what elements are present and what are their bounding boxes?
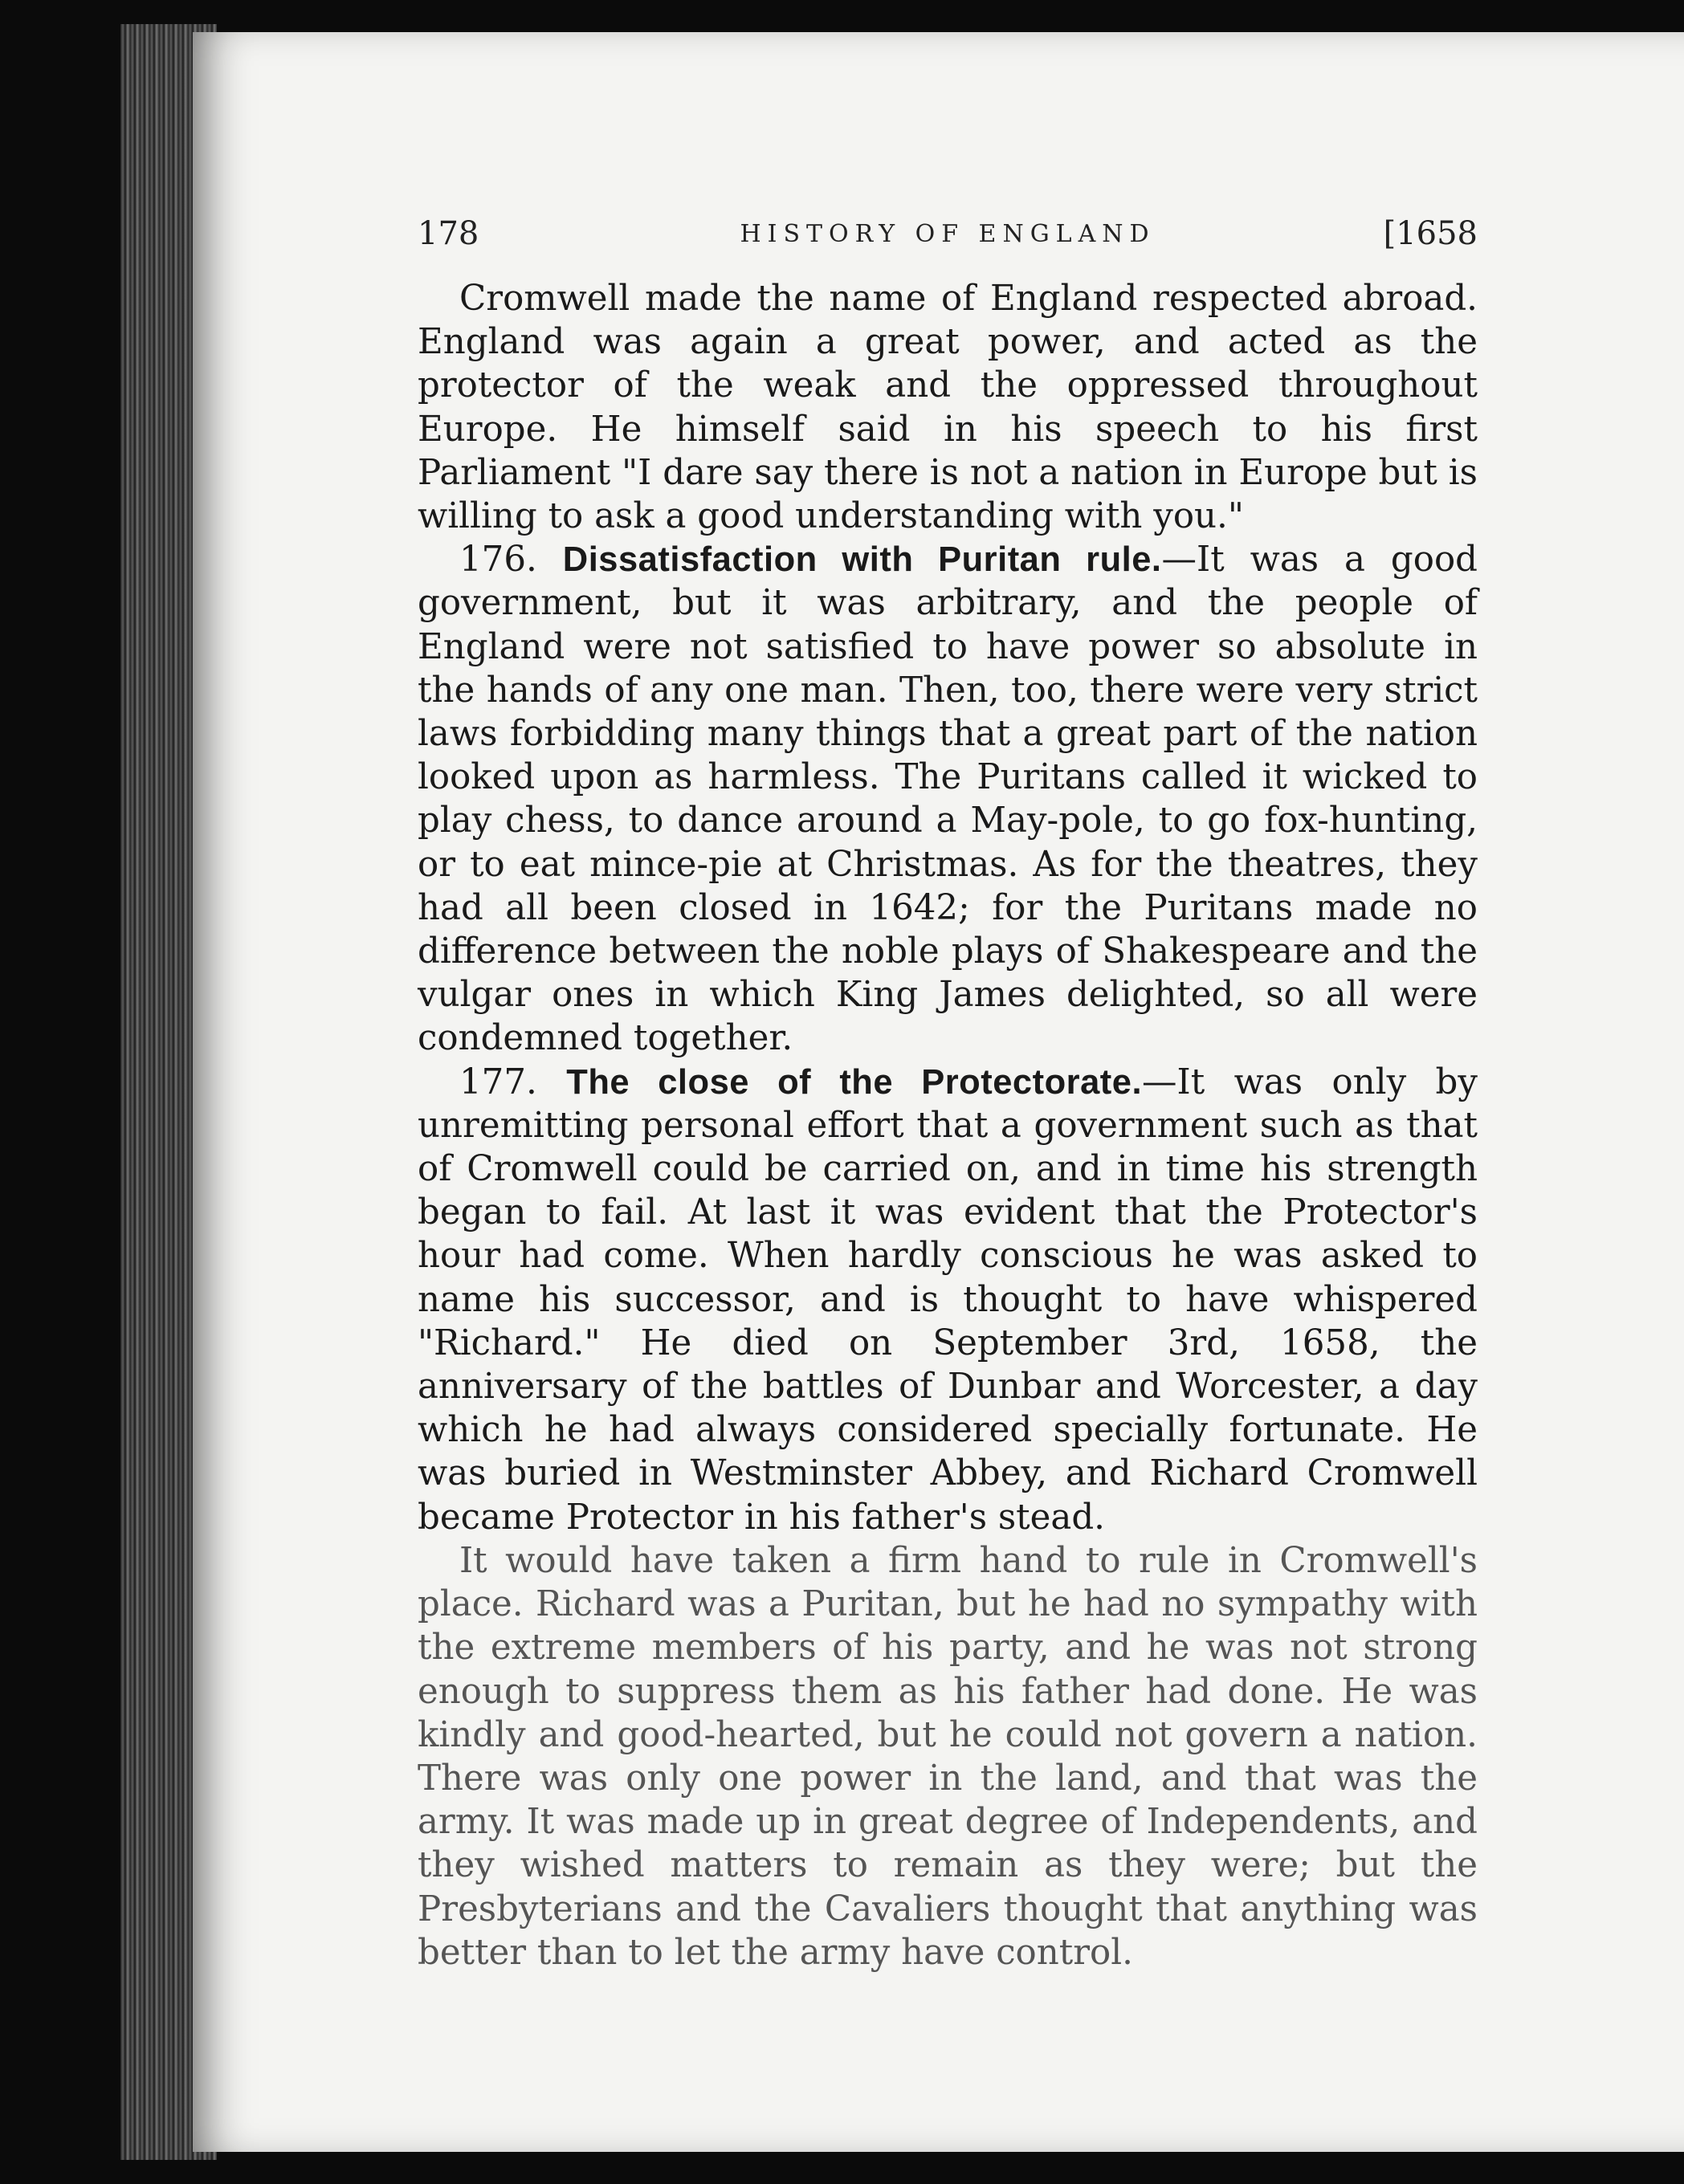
section-number-176: 176. xyxy=(459,540,537,581)
section-number-177: 177. xyxy=(459,1061,537,1102)
page-header xyxy=(418,215,1478,263)
running-title: HISTORY OF ENGLAND xyxy=(740,220,1156,248)
paragraph-richard: It would have taken a firm hand to rule in Cromwell's place. Richard was a Puritan, but he had no sympathy with the extreme members of his party, and he was not strong enough to suppress them as his father had done. He was kindly and good-hearted, but he could not govern a nation. There was only one power in the land, and that was the army. It was made up in great degree of Independents, and they wished matters to remain as they were; but the Presbyterians and the Cavaliers thought that anything was better than to let the army have control. xyxy=(418,1540,1478,1973)
page-number: 178 xyxy=(418,215,479,252)
section-heading-177: The close of the Protectorate. xyxy=(566,1062,1143,1102)
header-year: [1658 xyxy=(1383,215,1478,252)
section-text-177: —It was only by unremitting personal effort that a government such as that of Cromwell could be carried on, and in time his strength began to fail. At last it was evident that the Protector's hour had come. When hardly conscious he was asked to name his successor, and is thought to have whispered "Richard." He died on September 3rd, 1658, the anniversary of the battles of Dunbar and Worcester, a day which he had always considered specially fortunate. He was buried in Westminster Abbey, and Richard Cromwell became Protector in his father's stead. xyxy=(418,1061,1478,1538)
paragraph-cromwell-abroad: Cromwell made the name of England respected abroad. England was again a great power, and acted as the protector of the weak and the oppressed throughout Europe. He himself said in his speech to his first Parliament "I dare say there is not a nation in Europe but is willing to ask a good understanding with you." xyxy=(418,279,1478,537)
section-heading-176: Dissatisfaction with Puritan rule. xyxy=(562,540,1162,580)
paragraph-177 xyxy=(418,1061,1478,1539)
paragraph-176 xyxy=(418,538,1478,1060)
section-text-176: —It was a good government, but it was arbitrary, and the people of England were not satisfied to have power so absolute in the hands of any one man. Then, too, there were very strict laws forbidding many things that a great part of the nation looked upon as harmless. The Puritans called it wicked to play chess, to dance around a May-pole, to go fox-hunting, or to eat mince-pie at Christmas. As for the theatres, they had all been closed in 1642; for the Puritans made no difference between the noble plays of Shakespeare and the vulgar ones in which King James delighted, so all were condemned together. xyxy=(418,540,1478,1059)
body-text xyxy=(418,277,1478,1974)
